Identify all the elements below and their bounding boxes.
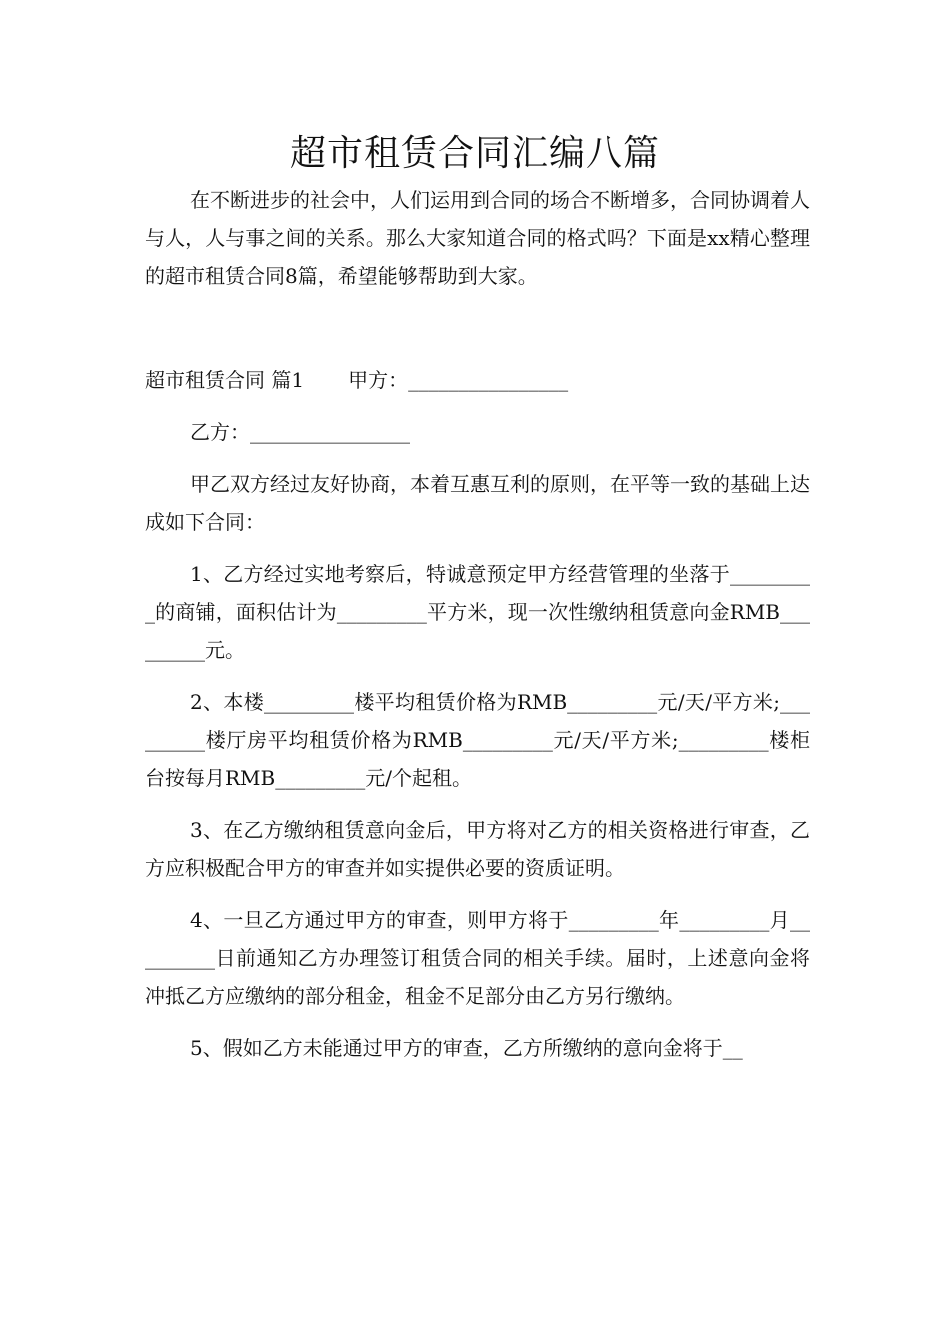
party-b-field (145, 413, 810, 451)
section-heading-line (145, 361, 810, 399)
clause-2: 2、本楼_________楼平均租赁价格为RMB_________元/天/平方米;_________楼厅房平均租赁价格为RMB_________元/天/平方米;_________楼柜台按每月RMB_________元/个起租。 (145, 690, 810, 790)
document-body (145, 181, 810, 1081)
clause-3: 3、在乙方缴纳租赁意向金后，甲方将对乙方的相关资格进行审查，乙方应积极配合甲方的审查并如实提供必要的资质证明。 (145, 818, 810, 880)
section-title: 超市租赁合同 篇1 (145, 368, 305, 392)
clause-4: 4、一旦乙方通过甲方的审查，则甲方将于_________年_________月_________日前通知乙方办理签订租赁合同的相关手续。届时，上述意向金将冲抵乙方应缴纳的部分租金，租金不足部分由乙方另行缴纳。 (145, 908, 810, 1008)
party-b-text: 乙方：________________ (190, 420, 410, 444)
document-title: 超市租赁合同汇编八篇 (289, 133, 660, 174)
clause-1: 1、乙方经过实地考察后，特诚意预定甲方经营管理的坐落于_________的商铺，面积估计为_________平方米，现一次性缴纳租赁意向金RMB_________元。 (145, 562, 810, 662)
preamble-paragraph: 甲乙双方经过友好协商，本着互惠互利的原则，在平等一致的基础上达成如下合同： (145, 472, 810, 534)
party-a-field: 甲方：________________ (348, 368, 569, 392)
clause-5: 5、假如乙方未能通过甲方的审查，乙方所缴纳的意向金将于__ (190, 1036, 743, 1060)
intro-paragraph: 在不断进步的社会中，人们运用到合同的场合不断增多，合同协调着人与人，人与事之间的关系。那么大家知道合同的格式吗？下面是xx精心整理的超市租赁合同8篇，希望能够帮助到大家。 (145, 188, 810, 288)
